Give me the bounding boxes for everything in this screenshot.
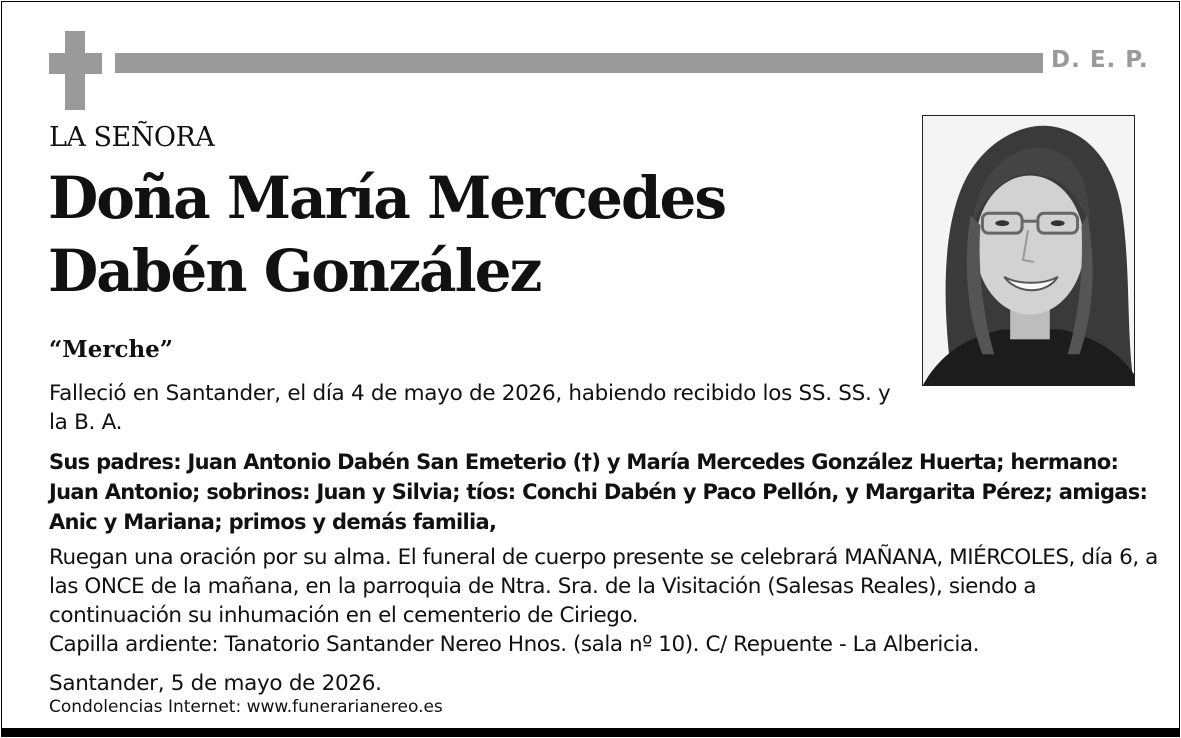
name-line-1: Doña María Mercedes [48, 164, 726, 232]
name-line-2: Dabén González [48, 237, 541, 305]
portrait-photo [922, 115, 1135, 386]
deceased-name [48, 162, 868, 308]
funeral-info [49, 543, 1159, 659]
obituary-notice [1, 1, 1180, 737]
funeral-text: Ruegan una oración por su alma. El funeral de cuerpo presente se celebrará MAÑANA, MIÉRCOLES, día 6, a las ONCE de la mañana, en la parroquia de Ntra. Sra. de la Visitación (Salesas Reales), siendo a continuación su inhumación en el cementerio de Ciriego. [49, 545, 1158, 628]
chapel-text: Capilla ardiente: Tanatorio Santander Nereo Hnos. (sala nº 10). C/ Repuente - La Albericia. [49, 632, 979, 657]
place-date: Santander, 5 de mayo de 2026. [49, 671, 382, 696]
portrait-image [923, 116, 1134, 385]
bottom-rule [2, 728, 1179, 736]
title-label: LA SEÑORA [49, 122, 215, 153]
condolences-line: Condolencias Internet: www.funerarianereo.es [49, 697, 443, 717]
header-rule [115, 53, 1043, 73]
family-list: Sus padres: Juan Antonio Dabén San Emeterio (†) y María Mercedes González Huerta; hermano: Juan Antonio; sobrinos: Juan y Silvia; tíos: Conchi Dabén y Paco Pellón, y Margarita Pérez; amigas: Anic y Mariana; primos y demás familia, [49, 450, 1148, 534]
dep-label: D. E. P. [1051, 47, 1149, 73]
cross-icon [49, 31, 102, 110]
nickname: “Merche” [49, 336, 174, 363]
death-statement: Falleció en Santander, el día 4 de mayo de 2026, habiendo recibido los SS. SS. y la B. A. [49, 381, 891, 435]
